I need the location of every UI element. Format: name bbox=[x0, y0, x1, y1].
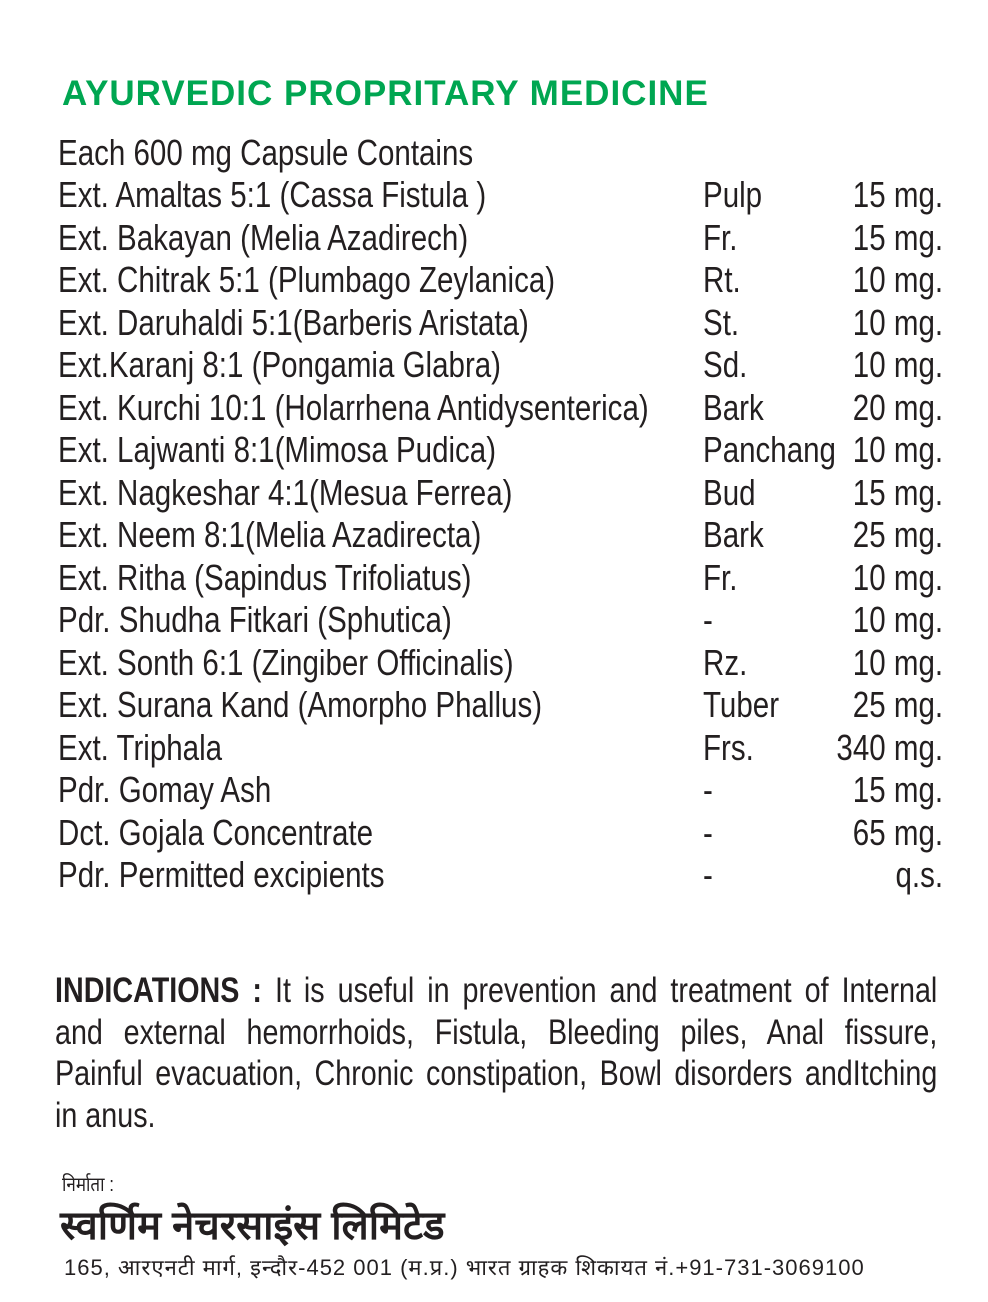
ingredient-name: Ext. Chitrak 5:1 (Plumbago Zeylanica) bbox=[58, 259, 556, 300]
manufacturer-address: 165, आरएनटी मार्ग, इन्दौर-452 001 (म.प्र.) भारत ग्राहक शिकायत नं.+91-731-3069100 bbox=[64, 1255, 865, 1280]
ingredient-name: Ext. Surana Kand (Amorpho Phallus) bbox=[58, 684, 543, 725]
ingredient-name: Ext. Neem 8:1(Melia Azadirecta) bbox=[58, 514, 482, 555]
ingredient-name: Ext. Nagkeshar 4:1(Mesua Ferrea) bbox=[58, 471, 513, 513]
ingredient-amount: 65 mg. bbox=[852, 811, 943, 853]
ingredient-name: Ext. Bakayan (Melia Azadirech) bbox=[58, 216, 469, 258]
ingredient-part: - bbox=[703, 599, 713, 640]
manufacturer-name: स्वर्णिम नेचरसाइंस लिमिटेड bbox=[60, 1204, 445, 1248]
ingredient-amount: 10 mg. bbox=[852, 344, 943, 385]
document-title: AYURVEDIC PROPRITARY MEDICINE bbox=[62, 74, 709, 113]
ingredient-amount: 10 mg. bbox=[852, 301, 943, 343]
ingredient-part: Bark bbox=[703, 514, 764, 555]
ingredient-part: Bark bbox=[703, 386, 764, 428]
ingredient-name: Ext. Kurchi 10:1 (Holarrhena Antidysenterica) bbox=[58, 386, 649, 428]
ingredient-name: Dct. Gojala Concentrate bbox=[58, 811, 374, 853]
ingredient-name: Ext.Karanj 8:1 (Pongamia Glabra) bbox=[58, 344, 502, 385]
ingredient-part: - bbox=[703, 854, 713, 895]
ingredient-amount: 15 mg. bbox=[852, 174, 943, 215]
ingredient-amount: q.s. bbox=[895, 854, 943, 895]
ingredient-name: Pdr. Permitted excipients bbox=[58, 854, 385, 895]
ingredient-amount: 10 mg. bbox=[852, 556, 943, 598]
ingredient-part: Rz. bbox=[703, 641, 748, 683]
ingredient-amount: 25 mg. bbox=[852, 684, 943, 725]
ingredient-name: Pdr. Shudha Fitkari (Sphutica) bbox=[58, 599, 452, 640]
ingredient-amount: 10 mg. bbox=[852, 641, 943, 683]
indications-text: It is useful in prevention and treatment of Internal and external hemorrhoids, Fistula, Bleeding piles, Anal fissure, Painful evacuation, Chronic constipation, Bowl disorders andItching in anus. bbox=[55, 971, 938, 1135]
ingredient-part: - bbox=[703, 769, 713, 810]
ingredient-name: Ext. Triphala bbox=[58, 726, 223, 768]
ingredient-amount: 10 mg. bbox=[852, 599, 943, 640]
indications-paragraph bbox=[55, 970, 937, 1136]
manufacturer-label: निर्माता : bbox=[62, 1174, 114, 1196]
ingredient-part: Pulp bbox=[703, 174, 763, 215]
ingredient-amount: 25 mg. bbox=[852, 514, 943, 555]
ingredient-name: Ext. Sonth 6:1 (Zingiber Officinalis) bbox=[58, 641, 514, 683]
ingredient-part: Panchang bbox=[703, 429, 836, 470]
ingredient-amount: 10 mg. bbox=[852, 429, 943, 470]
ingredient-amount: 340 mg. bbox=[836, 726, 943, 768]
ingredient-amount: 15 mg. bbox=[852, 471, 943, 513]
ingredient-amount: 15 mg. bbox=[852, 216, 943, 258]
ingredient-name: Ext. Ritha (Sapindus Trifoliatus) bbox=[58, 556, 472, 598]
ingredient-name: Pdr. Gomay Ash bbox=[58, 769, 272, 810]
ingredient-amount: 10 mg. bbox=[852, 259, 943, 300]
ingredient-name: Ext. Daruhaldi 5:1(Barberis Aristata) bbox=[58, 301, 529, 343]
ingredient-amount: 20 mg. bbox=[852, 386, 943, 428]
ingredient-part: Fr. bbox=[703, 556, 738, 598]
ingredient-part: Sd. bbox=[703, 344, 748, 385]
ingredient-part: - bbox=[703, 811, 713, 853]
ingredient-part: Frs. bbox=[703, 726, 754, 768]
ingredient-part: Bud bbox=[703, 471, 756, 513]
ingredient-part: St. bbox=[703, 301, 740, 343]
indications-label: INDICATIONS : bbox=[55, 971, 262, 1010]
ingredient-part: Tuber bbox=[703, 684, 780, 725]
ingredient-name: Ext. Amaltas 5:1 (Cassa Fistula ) bbox=[58, 174, 487, 215]
ingredient-part: Rt. bbox=[703, 259, 741, 300]
ingredient-amount: 15 mg. bbox=[852, 769, 943, 810]
ingredient-part: Fr. bbox=[703, 216, 738, 258]
ingredient-name: Ext. Lajwanti 8:1(Mimosa Pudica) bbox=[58, 429, 497, 470]
capsule-contents-heading: Each 600 mg Capsule Contains bbox=[58, 132, 474, 173]
